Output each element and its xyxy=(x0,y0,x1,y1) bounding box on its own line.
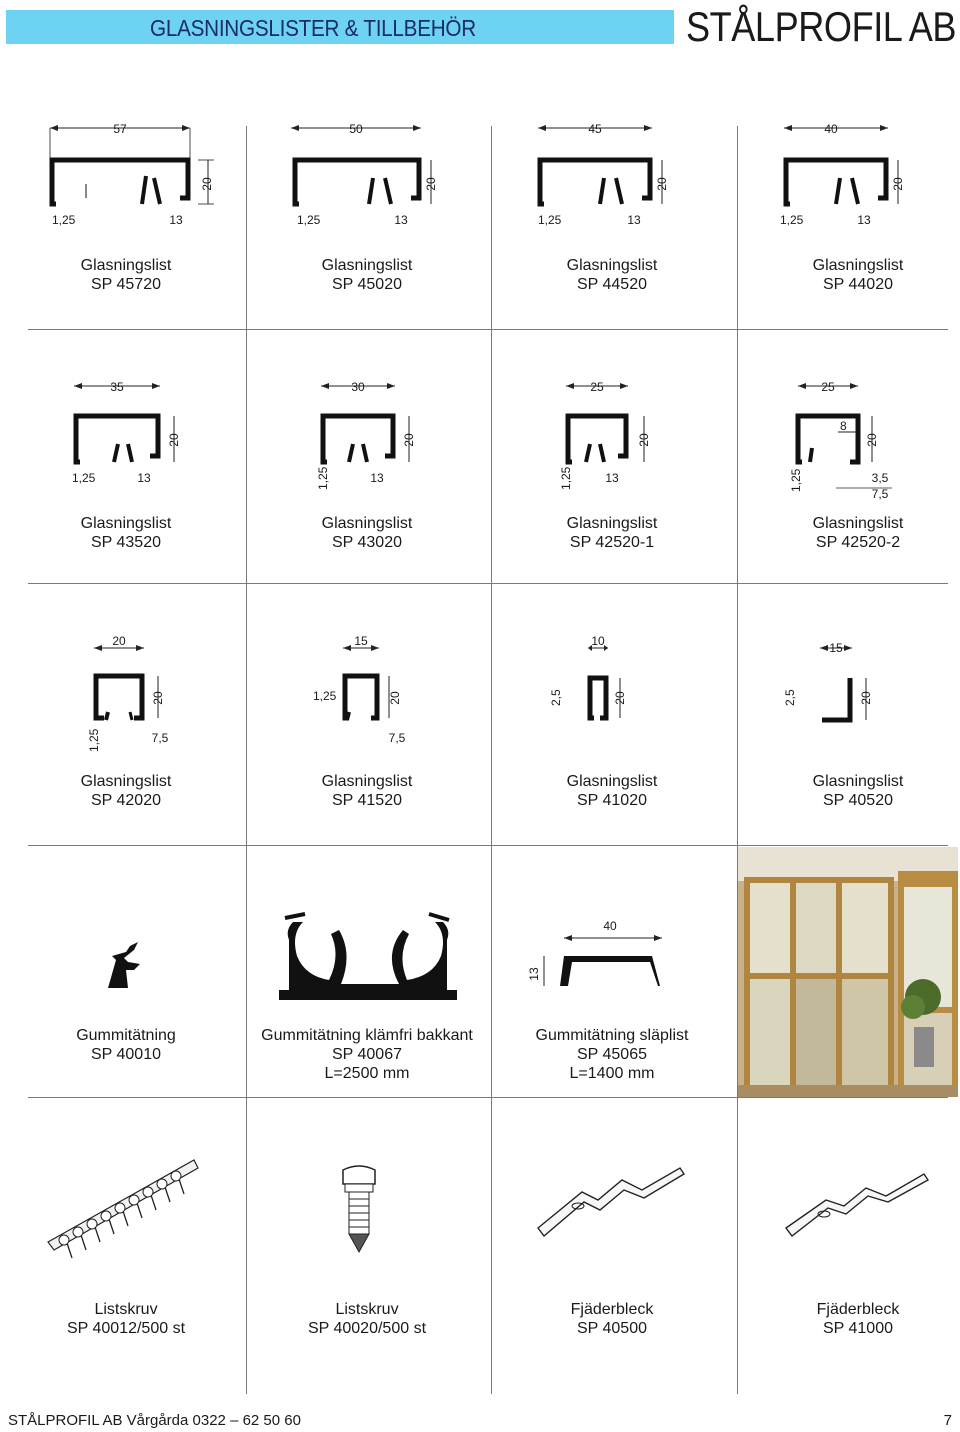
dim-gap: 7,5 xyxy=(151,731,169,745)
dim-thickness: 1,25 xyxy=(316,466,330,490)
product-code: SP 42520-1 xyxy=(569,534,655,551)
product-name: Glasningslist xyxy=(812,515,904,532)
profile-drawing xyxy=(494,634,730,764)
dim-gap: 13 xyxy=(137,471,151,485)
caption-line-1: Listskruv xyxy=(94,1301,158,1318)
dim-height: 20 xyxy=(655,177,669,191)
caption-line-2: SP 41000 xyxy=(823,1320,893,1337)
product-code: SP 41020 xyxy=(577,792,647,809)
profile-drawing xyxy=(8,118,244,248)
rubber-seal-drawing xyxy=(494,900,730,1010)
dim-height: 20 xyxy=(613,691,627,705)
dim-thickness: 1,25 xyxy=(297,213,321,227)
storefront-photo xyxy=(738,847,958,1097)
dim-thickness: 1,25 xyxy=(52,213,76,227)
v-divider-3 xyxy=(737,126,738,1394)
product-sp40012 xyxy=(8,1140,244,1390)
dim-thickness: 1,25 xyxy=(87,728,101,752)
caption-line-2: SP 40067 xyxy=(332,1046,402,1063)
dim-height: 20 xyxy=(859,691,873,705)
rubber-seal-drawing xyxy=(8,900,244,1000)
caption-line-1: Listskruv xyxy=(335,1301,399,1318)
dim-height: 20 xyxy=(637,433,651,447)
dim-thickness: 1,25 xyxy=(780,213,804,227)
product-name: Glasningslist xyxy=(566,515,658,532)
dim-gap: 7,5 xyxy=(871,487,889,501)
product-sp40520 xyxy=(740,634,960,844)
product-sp44520 xyxy=(494,118,730,328)
product-name: Glasningslist xyxy=(321,773,413,790)
dim-thickness: 1,25 xyxy=(789,468,803,492)
page-title: GLASNINGSLISTER & TILLBEHÖR xyxy=(150,15,476,41)
dim-thickness: 2,5 xyxy=(783,689,797,706)
product-name: Glasningslist xyxy=(80,515,172,532)
caption-line-2: SP 40020/500 st xyxy=(307,1320,427,1337)
h-divider-1 xyxy=(28,329,948,330)
product-sp45720 xyxy=(8,118,244,328)
product-name: Glasningslist xyxy=(80,257,172,274)
dim-height: 20 xyxy=(151,691,165,705)
dim-height: 20 xyxy=(388,691,402,705)
dim-gap: 13 xyxy=(857,213,871,227)
product-code: SP 42020 xyxy=(91,792,161,809)
product-code: SP 45020 xyxy=(332,276,402,293)
product-sp45065 xyxy=(494,900,730,1095)
product-code: SP 44520 xyxy=(577,276,647,293)
dim-height: 20 xyxy=(167,433,181,447)
profile-drawing xyxy=(249,118,485,248)
dim-width: 35 xyxy=(110,380,124,394)
brand-name: STÅLPROFIL AB xyxy=(685,3,956,50)
spring-plate-drawing xyxy=(494,1140,730,1270)
dim-width: 40 xyxy=(824,122,838,136)
dim-width: 10 xyxy=(591,634,605,648)
dim-thickness: 1,25 xyxy=(72,471,96,485)
product-code: SP 44020 xyxy=(823,276,893,293)
dim-width: 30 xyxy=(351,380,365,394)
dim-lip: 3,5 xyxy=(871,471,889,485)
dim-thickness: 1,25 xyxy=(313,689,337,703)
caption-line-1: Fjäderbleck xyxy=(570,1301,654,1318)
profile-drawing xyxy=(249,376,485,506)
dim-width: 25 xyxy=(590,380,604,394)
dim-gap: 13 xyxy=(394,213,408,227)
product-name: Glasningslist xyxy=(566,257,658,274)
dim-height: 20 xyxy=(402,433,416,447)
h-divider-3 xyxy=(28,845,948,846)
profile-drawing xyxy=(8,376,244,506)
spring-plate-drawing xyxy=(740,1140,960,1270)
product-code: SP 43020 xyxy=(332,534,402,551)
dim-width: 20 xyxy=(112,634,126,648)
caption-line-3: L=1400 mm xyxy=(569,1065,655,1082)
caption-line-3: L=2500 mm xyxy=(324,1065,410,1082)
dim-gap: 13 xyxy=(370,471,384,485)
h-divider-2 xyxy=(28,583,948,584)
dim-width: 57 xyxy=(113,122,127,136)
product-name: Glasningslist xyxy=(80,773,172,790)
v-divider-1 xyxy=(246,126,247,1394)
dim-gap: 13 xyxy=(169,213,183,227)
product-code: SP 42520-2 xyxy=(815,534,901,551)
profile-drawing xyxy=(740,376,960,506)
dim-thickness: 2,5 xyxy=(549,689,563,706)
product-sp42020 xyxy=(8,634,244,844)
dim-gap: 13 xyxy=(605,471,619,485)
caption-line-2: SP 45065 xyxy=(577,1046,647,1063)
screw-drawing xyxy=(249,1140,485,1270)
product-sp42520-1 xyxy=(494,376,730,581)
dim-width: 25 xyxy=(821,380,835,394)
glass-entrance-image xyxy=(738,847,958,1097)
dim-height: 20 xyxy=(200,177,214,191)
h-divider-4 xyxy=(28,1097,948,1098)
dim-width: 15 xyxy=(354,634,368,648)
dim-gap: 13 xyxy=(627,213,641,227)
product-sp45020 xyxy=(249,118,485,328)
caption-line-1: Gummitätning släplist xyxy=(535,1027,689,1044)
product-name: Glasningslist xyxy=(812,773,904,790)
profile-drawing xyxy=(740,118,960,248)
product-sp40067 xyxy=(249,900,485,1095)
profile-drawing xyxy=(8,634,244,764)
product-code: SP 40520 xyxy=(823,792,893,809)
dim-height: 20 xyxy=(865,433,879,447)
page-number: 7 xyxy=(943,1412,952,1429)
caption-line-2: SP 40012/500 st xyxy=(66,1320,186,1337)
product-code: SP 41520 xyxy=(332,792,402,809)
dim-width: 15 xyxy=(829,641,843,655)
product-sp43020 xyxy=(249,376,485,581)
dim-height: 20 xyxy=(424,177,438,191)
dim-width: 40 xyxy=(603,919,617,933)
caption-line-1: Gummitätning xyxy=(76,1027,176,1044)
v-divider-2 xyxy=(491,126,492,1394)
dim-width: 45 xyxy=(588,122,602,136)
dim-thickness: 1,25 xyxy=(559,466,573,490)
product-sp40010 xyxy=(8,900,244,1095)
product-sp40020 xyxy=(249,1140,485,1390)
dim-height: 13 xyxy=(527,967,541,981)
product-sp41000 xyxy=(740,1140,960,1390)
dim-inner: 8 xyxy=(840,419,847,433)
profile-drawing xyxy=(494,376,730,506)
caption-line-2: SP 40010 xyxy=(91,1046,161,1063)
footer-contact: STÅLPROFIL AB Vårgårda 0322 – 62 50 60 xyxy=(8,1412,301,1429)
product-name: Glasningslist xyxy=(812,257,904,274)
caption-line-1: Fjäderbleck xyxy=(816,1301,900,1318)
profile-drawing xyxy=(249,634,485,764)
dim-height: 20 xyxy=(891,177,905,191)
dim-gap: 7,5 xyxy=(388,731,406,745)
product-sp41520 xyxy=(249,634,485,844)
dim-thickness: 1,25 xyxy=(538,213,562,227)
dim-width: 50 xyxy=(349,122,363,136)
product-sp44020 xyxy=(740,118,960,328)
product-code: SP 45720 xyxy=(91,276,161,293)
product-sp42520-2 xyxy=(740,376,960,581)
caption-line-2: SP 40500 xyxy=(577,1320,647,1337)
profile-drawing xyxy=(740,634,960,764)
product-name: Glasningslist xyxy=(321,515,413,532)
profile-drawing xyxy=(494,118,730,248)
product-sp40500 xyxy=(494,1140,730,1390)
caption-line-1: Gummitätning klämfri bakkant xyxy=(261,1027,473,1044)
product-name: Glasningslist xyxy=(566,773,658,790)
product-sp41020 xyxy=(494,634,730,844)
product-name: Glasningslist xyxy=(321,257,413,274)
product-code: SP 43520 xyxy=(91,534,161,551)
screw-strip-drawing xyxy=(8,1140,244,1270)
rubber-seal-drawing xyxy=(249,900,485,1010)
product-sp43520 xyxy=(8,376,244,581)
